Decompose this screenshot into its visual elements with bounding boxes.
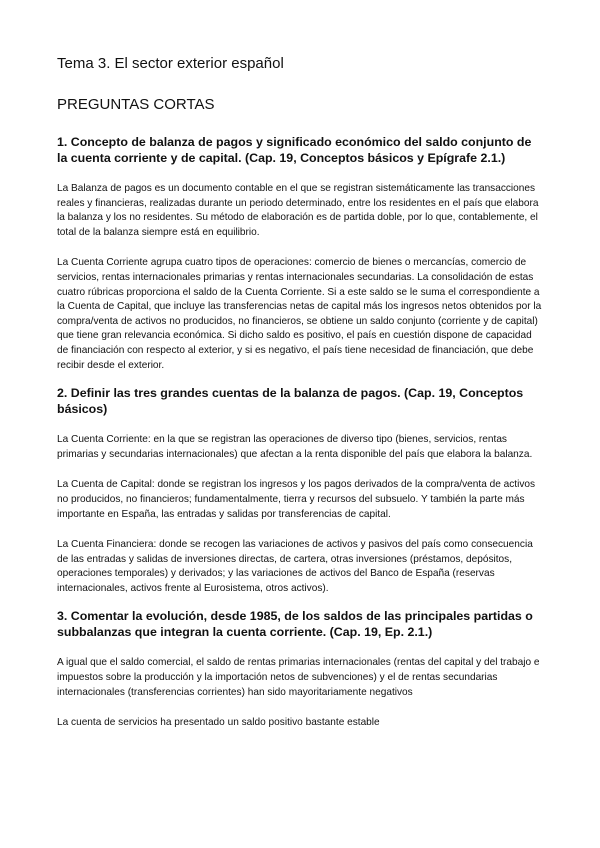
- document-body: [57, 134, 545, 747]
- question-block-1: [57, 134, 545, 373]
- answer-paragraph: La Cuenta Corriente agrupa cuatro tipos de operaciones: comercio de bienes o mercancías, comercio de servicios, rentas internacionales primarias y rentas internacionales secundarias. La consolidación de estas cuatro rúbricas proporciona el saldo de la Cuenta Corriente. Si a este saldo se le suma el correspondiente a la Cuenta de Capital, que incluye las transferencias netas de capital más los ingresos netos obtenidos por la compra/venta de activos no producidos, no financieros, se obtiene un saldo conjunto (corriente y de capital) que tiene gran relevancia económica. Si dicho saldo es positivo, el país en cuestión dispone de capacidad de financiación con respecto al exterior, y si es negativo, el país tiene necesidad de financiación, que debe recibir desde el exterior.: [57, 257, 542, 371]
- question-block-2: [57, 385, 545, 596]
- question-heading: 3. Comentar la evolución, desde 1985, de los saldos de las principales partidas o subbalanzas que integran la cuenta corriente. (Cap. 19, Ep. 2.1.): [57, 609, 533, 640]
- section-heading: PREGUNTAS CORTAS: [57, 96, 215, 113]
- document-title: Tema 3. El sector exterior español: [57, 55, 284, 72]
- answer-paragraph: La cuenta de servicios ha presentado un saldo positivo bastante estable: [57, 717, 380, 729]
- question-heading: 2. Definir las tres grandes cuentas de la balanza de pagos. (Cap. 19, Conceptos básicos): [57, 386, 524, 417]
- answer-paragraph: La Cuenta Corriente: en la que se registran las operaciones de diverso tipo (bienes, servicios, rentas primarias y secundarias internacionales) que afectan a la renta disponible del país que elabora la balanza.: [57, 434, 533, 460]
- answer-paragraph: La Cuenta Financiera: donde se recogen las variaciones de activos y pasivos del país como consecuencia de las entradas y salidas de inversiones directas, de cartera, otras inversiones (préstamos, depósitos, operaciones temporales) y derivados; y las variaciones de activos del Banco de España (reservas internacionales, activos frente al Eurosistema, otros activos).: [57, 539, 533, 594]
- question-heading: 1. Concepto de balanza de pagos y significado económico del saldo conjunto de la cuenta corriente y de capital. (Cap. 19, Conceptos básicos y Epígrafe 2.1.): [57, 135, 532, 165]
- answer-paragraph: A igual que el saldo comercial, el saldo de rentas primarias internacionales (rentas del capital y del trabajo e impuestos sobre la producción y la importación netos de subvenciones) y el de rentas secundarias internacionales (transferencias corrientes) han sido mayoritariamente negativos: [57, 657, 540, 698]
- question-block-3: [57, 608, 545, 730]
- answer-paragraph: La Balanza de pagos es un documento contable en el que se registran sistemáticamente las transacciones reales y financieras, realizadas durante un periodo determinado, entre los residentes en el país que elabora la balanza y los no residentes. Su método de elaboración es de partida doble, por lo que, contablemente, el total de la balanza siempre está en equilibrio.: [57, 183, 539, 238]
- answer-paragraph: La Cuenta de Capital: donde se registran los ingresos y los pagos derivados de la compra/venta de activos no producidos, no financieros; fundamentalmente, tierra y recursos del subsuelo. Y también la parte más importante en España, las entradas y salidas por transferencias de capital.: [57, 479, 536, 520]
